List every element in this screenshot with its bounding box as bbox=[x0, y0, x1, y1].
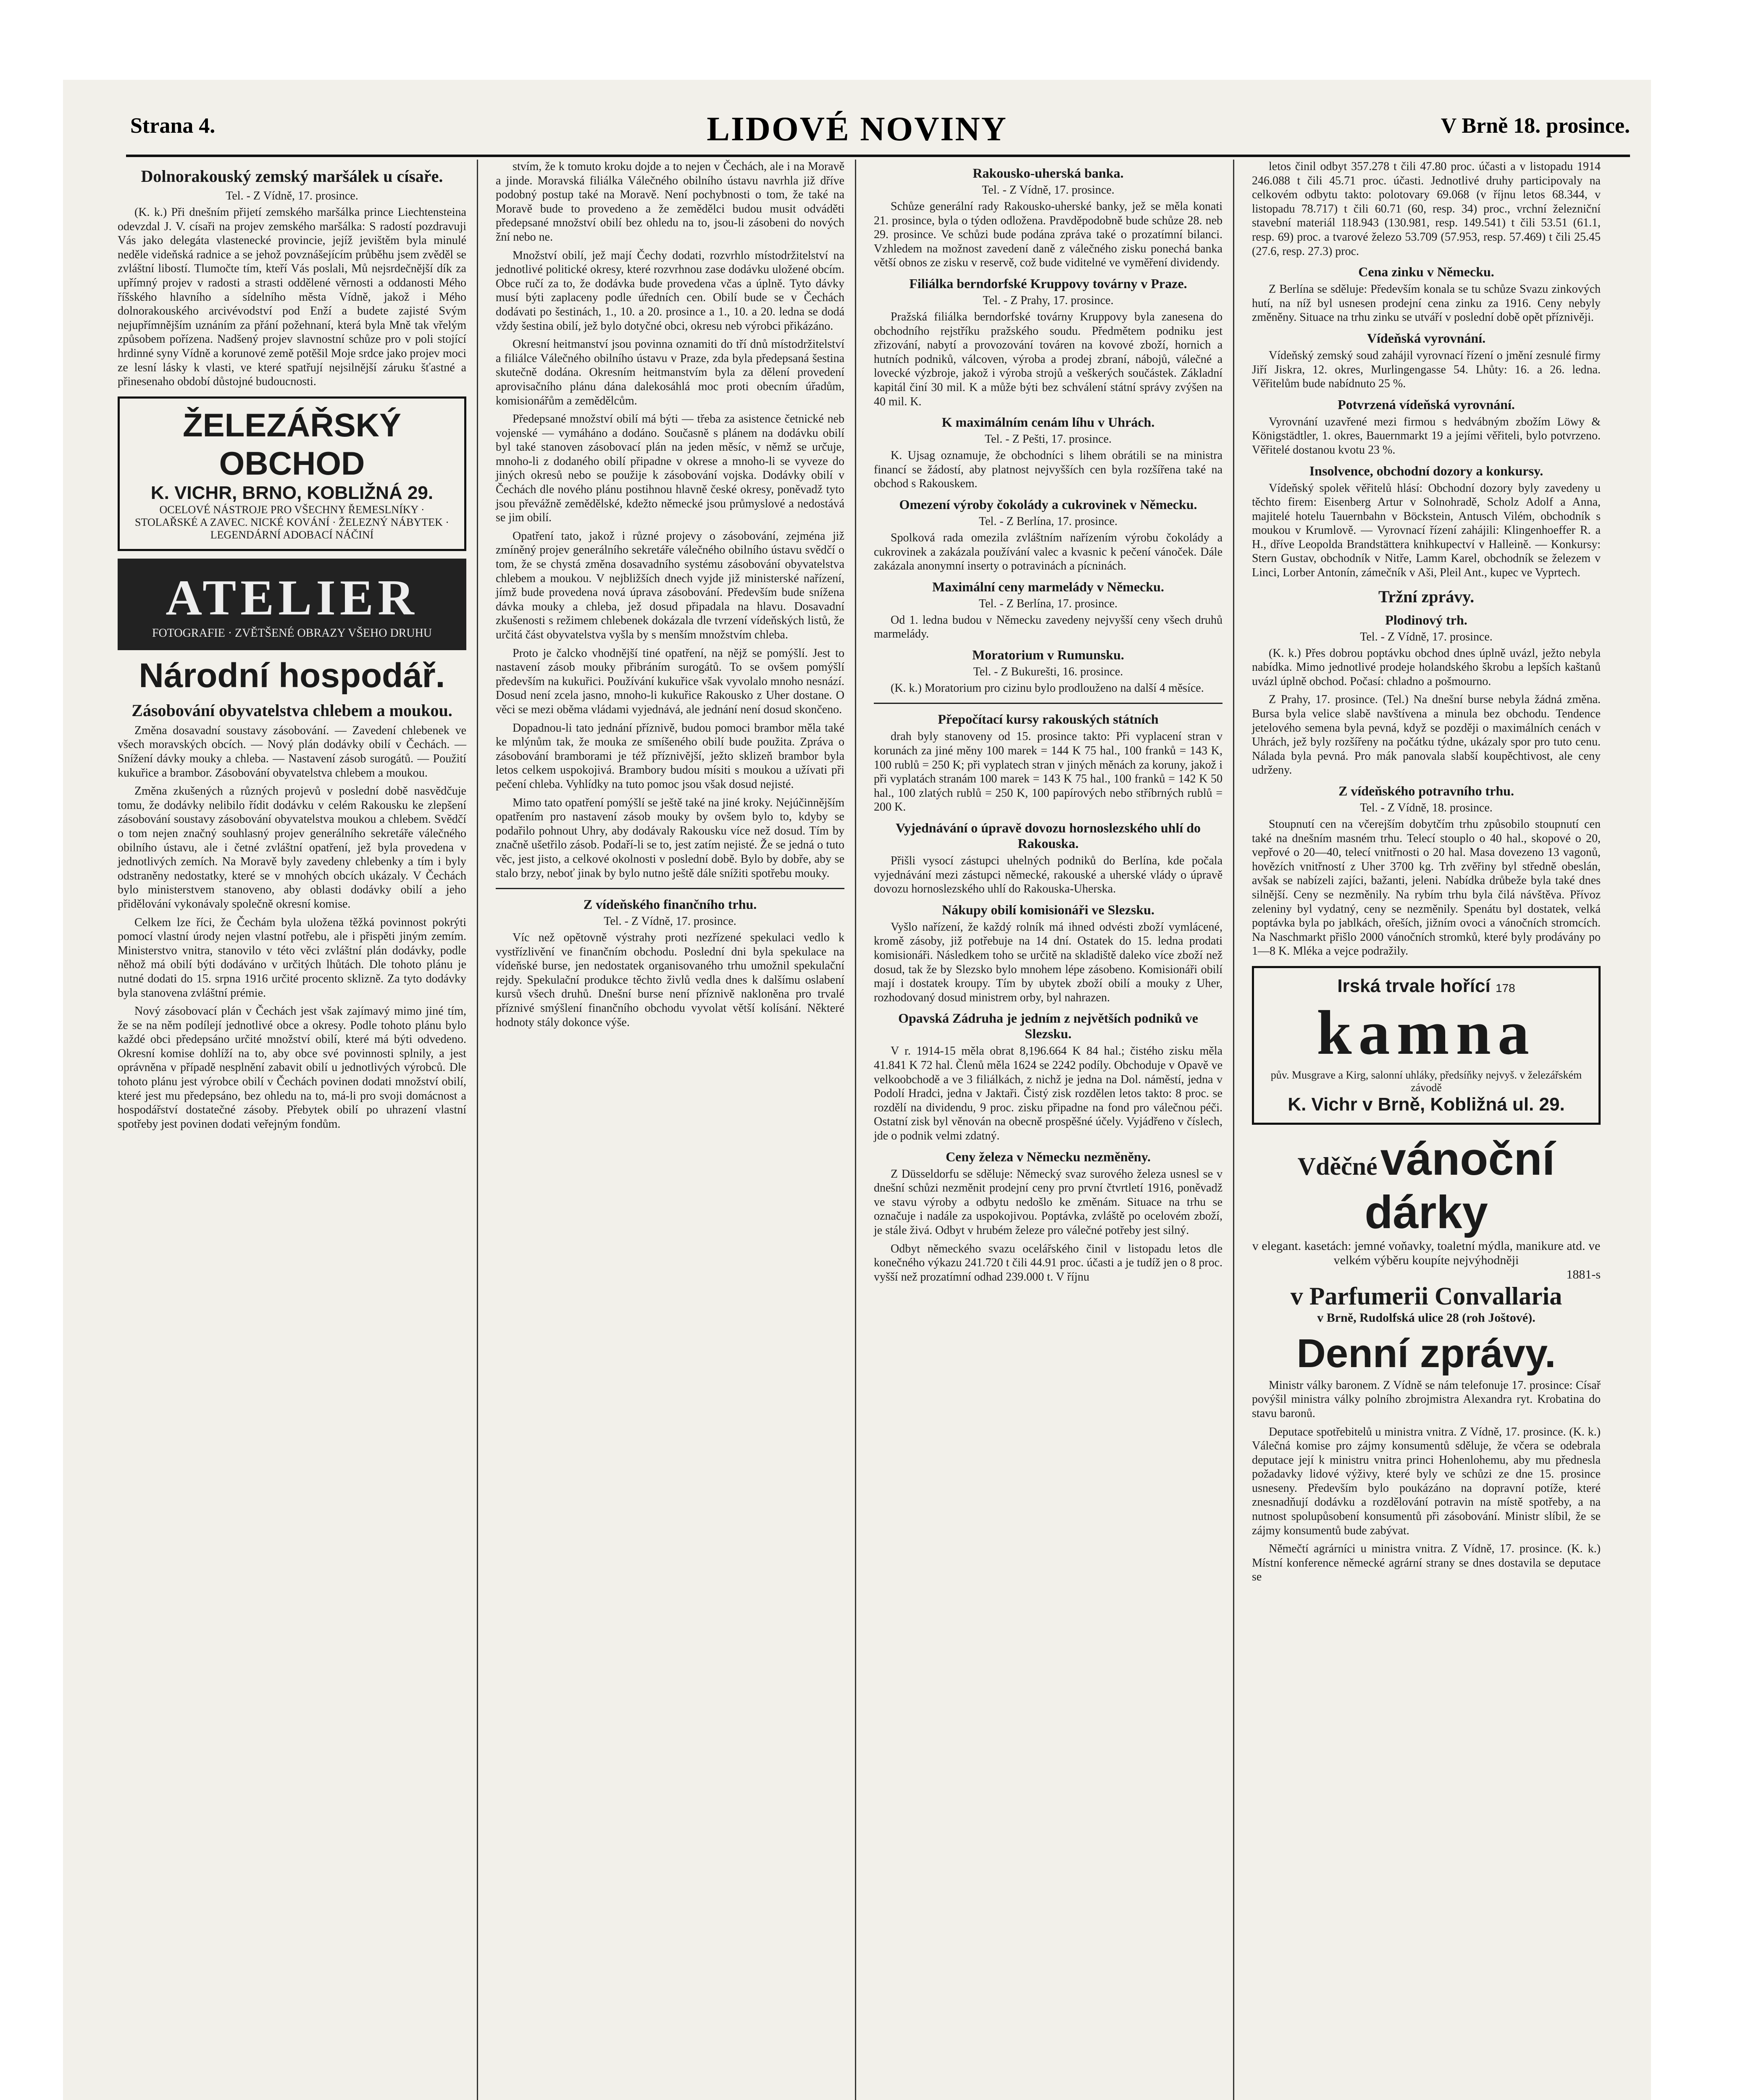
article-text: Předepsané množství obilí má býti — třeba za asistence četnické neb vojenské — vymáháno a dodáno. Současně s plánem na dodávku obilí byl také stanoven zásobovací plán na jeden měsíc, v němž se určuje, mnoho-li z dodaného obilí připadne v okrese a mnoho-li se vyveze do jiných okresů nebo se použije k zásobování vojska. Dodávky obilí v Čechách dle nového plánu postihnou hlavně české okresy, poněvadž tyto jsou převážně zemědělské, kdežto německé jsou průmyslové a nedostává se jim obilí. bbox=[496, 412, 844, 525]
ad-title bbox=[1262, 976, 1591, 997]
article-dateline: Tel. - Z Vídně, 17. prosince. bbox=[604, 915, 736, 928]
dateline: V Brně 18. prosince. bbox=[1441, 114, 1630, 138]
perfumery-advert bbox=[1252, 1132, 1601, 1325]
article-text: Nový zásobovací plán v Čechách jest však zajímavý mimo jiné tím, že se na něm podílejí jednotlivé obce a okresy. Podle tohoto plánu bylo každé obci předepsáno určité množství obilí, které má býti odvedeno. Okresní komise dohlíží na to, aby obce své povinnosti splnily, a jest oprávněna v případě nesplnění zabavit obilí u jednotlivých výrobců. Dle tohoto plánu jest výrobce obilí v Čechách povinen dodati množství obilí, které jest mu předepsáno, bez ohledu na to, má-li pro svoji domácnost a hospodářství dostatečné zásoby. Přebytek obilí po uhrazení vlastní spotřeby jest povinen dodati veřejným fondům. bbox=[118, 1005, 466, 1131]
ironmonger-advert bbox=[118, 396, 466, 551]
photo-studio-advert bbox=[118, 559, 466, 650]
ad-address: K. Vichr v Brně, Kobližná ul. 29. bbox=[1288, 1094, 1565, 1115]
headline-spirits: K maximálním cenám líhu v Uhrách. bbox=[941, 415, 1155, 430]
article-dateline: Tel. - Z Vídně, 17. prosince. bbox=[982, 184, 1115, 197]
headline-marshal: Dolnorakouský zemský maršálek u císaře. bbox=[141, 167, 443, 186]
column-divider bbox=[1233, 160, 1234, 2100]
section-heading-news: Denní zprávy. bbox=[1296, 1331, 1556, 1376]
column-3 bbox=[874, 160, 1223, 1288]
article-dateline: Tel. - Z Berlína, 17. prosince. bbox=[978, 597, 1118, 610]
article-separator bbox=[496, 888, 844, 889]
article-text: (K. k.) Moratorium pro cizinu bylo prodlouženo na další 4 měsíce. bbox=[891, 681, 1204, 695]
section-heading-economy: Národní hospodář. bbox=[139, 656, 445, 695]
headline-food-market: Z vídeňského potravního trhu. bbox=[1338, 783, 1514, 798]
article-text: K. Ujsag oznamuje, že obchodníci s lihem obrátili se na ministra financí se žádostí, aby platnost nejvyšších cen byla rozšířena také na obchod s Rakouskem. bbox=[874, 449, 1223, 491]
headline-confirmed: Potvrzená vídeňská vyrovnání. bbox=[1338, 396, 1515, 412]
article-dateline: Tel. - Z Vídně, 18. prosince. bbox=[1360, 801, 1493, 814]
article-dateline: Tel. - Z Pešti, 17. prosince. bbox=[984, 433, 1112, 446]
ad-subtitle: K. VICHR, BRNO, KOBLIŽNÁ 29. bbox=[150, 482, 434, 503]
headline-zinc: Cena zinku v Německu. bbox=[1358, 264, 1494, 280]
ad-code: 178 bbox=[1495, 981, 1515, 995]
header-rule bbox=[126, 155, 1630, 157]
article-text: (K. k.) Přes dobrou poptávku obchod dnes úplně uvázl, ježto nebyla nabídka. Mimo jednotlivé prodeje holandského škrobu a lepších kaštanů uvázl úplně obchod. Počasí: chladno a pošmourno. bbox=[1252, 646, 1601, 688]
article-separator bbox=[874, 703, 1223, 704]
article-text: Vídeňský zemský soud zahájil vyrovnací řízení o jmění zesnulé firmy Jiří Jiskra, 12. okres, Murlingengasse 54. Lhůty: 16. a 26. ledna. Věřitelům bude nabídnuto 25 %. bbox=[1252, 349, 1601, 391]
article-text: Opatření tato, jakož i různé projevy o zásobování, zejména již zmíněný projev generálního sekretáře válečného obilního ústavu svědčí o tom, že se chystá změna dosavadního systému zásobování obyvatelstva chlebem a moukou. V nejbližších dnech vyjde již ministerské nařízení, jímž bude provedena nová úprava zásobování. Především bude snížena dávka mouky a chleba, jež dosud připadala na hlavu. Dosavadní zkušenosti s režimem chlebenek dokázala dle tvrzení vídeňských listů, že určitá část obyvatelstva vyšla by s menším množstvím chleba. bbox=[496, 529, 844, 641]
ad-title-text: Irská trvale hořící bbox=[1337, 975, 1491, 996]
ad-text: FOTOGRAFIE · ZVĚTŠENÉ OBRAZY VŠEHO DRUHU bbox=[152, 626, 432, 640]
article-text: (K. k.) Při dnešním přijetí zemského maršálka prince Liechtensteina odevzdal J. V. císaři na projev zemského maršálka: S radostí pozdravuji Vás jako delegáta vlastenecké provincie, jejíž jevištěm byla minulé neděle videňská radnice a se jehož povznášejícím průběhu jsem zvěděl se zvláštní libostí. Tlumočte tím, kteří Vás poslali, Mů nejsrdečnější dík za upřímný projev v radosti a strasti oddělené věrnosti a oddanosti Mého říšského hlavního a sídelního města Vídně, jakož i Mého dolnorakouského arcivévodství pod Enží a budete zajisté Svým nejupřímnějším uznáním za přání požehnaní, která byla Mně tak vřelým způsobem pořízena. Nadšený projev slavnostní schůze pro v poli stojící hrdinné syny Vídně a korunové země potěšil Moje srdce jako projev moci ze lesní lásky k vlasti, ve které spatřují nejsilnější záruku šťastné a přinesenaho období důstojné budoucnosti. bbox=[118, 206, 466, 388]
article-text: Množství obilí, jež mají Čechy dodati, rozvrhlo místodržitelství na jednotlivé politické okresy, které rozvrhnou zase dodávku uložené obcím. Obce ručí za to, že dodávka bude provedena včas a úplně. Tyto dávky musí býti zaplaceny podle úředních cen. Obilí bude se v Čechách dodávati po šestinách, 1., 10. a 20. prosince a 1., 10. a 20. ledna se dodá vždy šestina obilí, jež bylo dotyčné obci, okresu neb výrobci přikázáno. bbox=[496, 249, 844, 333]
article-summary: Změna dosavadní soustavy zásobování. — Zavedení chlebenek ve všech moravských obcích. — Nový plán dodávky obilí v Čechách. — Snížení dávky mouky a chleba. — Nastavení zásob surogátů. — Použití kukuřice a brambor. Zásobování obyvatelstva chlebem a moukou. bbox=[118, 724, 466, 780]
headline-rates: Přepočítací kursy rakouských státních bbox=[938, 711, 1159, 727]
article-text: Stoupnutí cen na včerejším dobytčím trhu způsobilo stoupnutí cen také na dnešním masném trhu. Telecí stouplo o 40 hal., skopové o 20, vepřové o 20—40, telecí vnitřnosti o 20 hal. Masa dovezeno 13 vagonů, hovězích vnitřností z Uher 3700 kg. Trh zvěřiny byl středně obeslán, avšak se nabízeli zajíci, bažanti, jeleni. Nabídka drůbeže byla také dnes silnější. Ceny se nezměnily. Na rybím trhu byla čilá návštěva. Přívoz zeleniny byl vydatný, ceny se nezměnily. Spenátu byl dostatek, velká poptávka byla po jablkách, ořeších, jižním ovoci a vánočních stromcích. Na Naschmarkt přišlo 2000 vánočních stromků, které byly prodávány po 1—8 K. Mléka a vejce podražily. bbox=[1252, 818, 1601, 958]
article-text: Okresní heitmanství jsou povinna oznamiti do tří dnů místodržitelství a filiálce Válečného obilního ústavu v Praze, zda byla předepsaná šestina skutečně dodána. Okresním heitmanstvím byla za dělení provedení aprovisačního plánu dána dalekosáhlá moc proti obecním úřadům, komisionářům a zemědělcům. bbox=[496, 338, 844, 407]
article-text: Mimo tato opatření pomýšlí se ještě také na jiné kroky. Nejúčinnějším opatřením pro nastavení zásob mouky by ovšem bylo to, kdyby se podařilo pohnout Uhry, aby dodávaly Rakousku více než dosud. Tím by značně ušetřilo zásob. Podaří-li se to, jest zatím nejisté. Že se jedná o tuto věc, jest jisto, a celkové okolnosti v poslední době. Bylo by dobře, aby se stalo brzy, neboť jinak by bylo nutno ještě dále snížiti spotřebu mouky. bbox=[496, 796, 844, 880]
article-dateline: Tel. - Z Vídně, 17. prosince. bbox=[1360, 630, 1493, 643]
section-heading-market: Tržní zprávy. bbox=[1378, 587, 1475, 606]
ad-text: pův. Musgrave a Kirg, salonní uhláky, předsíňky nejvyš. v železářském závodě bbox=[1270, 1068, 1582, 1094]
article-text: Ministr války baronem. Z Vídně se nám telefonuje 17. prosince: Císař povýšil ministra války polního zbrojmistra Alexandra ryt. Krobatina do stavu baronů. bbox=[1252, 1378, 1601, 1420]
ad-headline-1: Vděčné bbox=[1297, 1152, 1378, 1180]
article-text: Z Düsseldorfu se sděluje: Německý svaz surového železa usnesl se v dnešní schůzi nezměnit prodejní ceny pro první čtvrtletí 1916, poněvadž ve stavu výroby a odbytu nedošlo ke změnám. Situace na trhu se označuje i nadále za uspokojivou. Poptávka, zvláště po ocelovém zboží, je stále živá. Odbyt v hrubém železe pro válečné potřeby jest silný. bbox=[874, 1167, 1223, 1237]
headline-finance: Z vídeňského finančního trhu. bbox=[583, 897, 757, 912]
headline-zadruha: Opavská Zádruha je jedním z největších podniků ve Slezsku. bbox=[898, 1011, 1198, 1042]
headline-coal: Vyjednávání o úpravě dovozu hornoslezského uhlí do Rakouska. bbox=[895, 820, 1201, 851]
headline-settlements: Vídeňská vyrovnání. bbox=[1367, 330, 1486, 346]
article-dateline: Tel. - Z Bukurešti, 16. prosince. bbox=[973, 665, 1123, 678]
article-dateline: Tel. - Z Vídně, 17. prosince. bbox=[226, 189, 358, 202]
ad-address: v Brně, Rudolfská ulice 28 (roh Joštové). bbox=[1317, 1310, 1535, 1325]
article-dateline: Tel. - Z Berlína, 17. prosince. bbox=[978, 514, 1118, 528]
headline-bread: Zásobování obyvatelstva chlebem a moukou. bbox=[131, 701, 452, 720]
article-text: Přišli vysocí zástupci uhelných podniků do Berlína, kde počala vyjednávání mezi zástupci německé, rakouské a uherské vlády o úpravě dovozu hornoslezského uhlí do Rakouska-Uherska. bbox=[874, 854, 1223, 896]
article-text: Vyrovnání uzavřené mezi firmou s hedvábným zbožím Löwy & Königstädtler, 1. okres, Bauernmarkt 19 a jejími věřiteli, bylo potvrzeno. Věřitelé dostanou kvotu 23 %. bbox=[1252, 415, 1601, 457]
column-divider bbox=[855, 160, 856, 2100]
article-text: letos činil odbyt 357.278 t čili 47.80 proc. účasti a v listopadu 1914 246.088 t čili 45.71 proc. účasti. Jednotlivé druhy participovaly na celkovém odbytu takto: polotovary 69.068 (v říjnu letos 68.344, v listopadu 78.717) t čili 60.71 (60, resp. 34) proc., vrchní železniční stavební materiál 118.943 (130.981, resp. 149.541) t čili 53.51 (61.1, resp. 69) proc. a tvarové železo 53.709 (57.953, resp. 57.469) t čili 25.45 (27.6, resp. 27.3) proc. bbox=[1252, 160, 1601, 258]
article-text: Deputace spotřebitelů u ministra vnitra. Z Vídně, 17. prosince. (K. k.) Válečná komise pro zájmy konsumentů sděluje, že včera se odebrala deputace její k ministru vnitra princi Hohenlohemu, aby mu přednesla požadavky lidové výživy, které byly ve schůzi ze dne 15. prosince usneseny. Především bylo poukázáno na dopravní potíže, které znesnadňují dodávku a rozdělování potravin na místě spotřeby, a na nutnost spolupůsobení konsumentů při zásobování. Ministr slíbil, že se zájmy konsumentů bude zabývat. bbox=[1252, 1425, 1601, 1537]
headline-marmalade: Maximální ceny marmelády v Německu. bbox=[932, 579, 1164, 594]
headline-bank: Rakousko-uherská banka. bbox=[973, 165, 1124, 181]
ad-code: 1881-s bbox=[1566, 1267, 1601, 1281]
article-text: Spolková rada omezila zvláštním nařízením výrobu čokolády a cukrovinek a zakázala používání valec a kvasnic k pečení vánoček. Dále zakázala anonymní inserty o potravinách a pícninách. bbox=[874, 531, 1223, 573]
column-divider bbox=[477, 160, 478, 2100]
ad-text: OCELOVÉ NÁSTROJE PRO VŠECHNY ŘEMESLNÍKY · STOLAŘSKÉ A ZAVEC. NICKÉ KOVÁNÍ · ŽELEZNÝ NÁBYTEK · LEGENDÁRNÍ ADOBACÍ NÁČINÍ bbox=[135, 503, 449, 541]
ad-shop-name: v Parfumerii Convallaria bbox=[1290, 1282, 1562, 1310]
article-text: Němečtí agrárníci u ministra vnitra. Z Vídně, 17. prosince. (K. k.) Místní konference německé agrární strany se dnes dostavila se deputace se bbox=[1252, 1542, 1601, 1584]
masthead: LIDOVÉ NOVINY bbox=[707, 110, 1007, 148]
article-text: Odbyt německého svazu ocelářského činil v listopadu letos dle konečného výkazu 241.720 t čili 44.91 proc. účasti a je tudíž jen o 8 proc. vyšší než prozatímní odhad 239.000 t. V říjnu bbox=[874, 1242, 1223, 1284]
headline-krupp: Filiálka berndorfské Kruppovy továrny v Praze. bbox=[909, 276, 1187, 291]
column-2 bbox=[496, 160, 844, 1034]
article-text: Celkem lze říci, že Čechám byla uložena těžká povinnost pokrýti pomocí vlastní úrody nejen vlastní potřebu, ale i přispěti jiným zemím. Ministerstvo vnitra, stanovilo v této věci zvláštní plán dodávky, podle něhož má obilí býti dodáváno v určitých lhůtách. Dle tohoto plánu je nutné dodati do 15. srpna 1916 určité procento sklizně. Za tyto dodávky byla stanovena zvláštní prémie. bbox=[118, 916, 466, 1000]
ad-title: ATELIER bbox=[166, 569, 418, 625]
stove-advert bbox=[1252, 966, 1601, 1125]
article-dateline: Tel. - Z Prahy, 17. prosince. bbox=[983, 294, 1114, 307]
article-text: Vídeňský spolek věřitelů hlásí: Obchodní dozory byly zavedeny u těchto firem: Eisenberg Artur v Solnohradě, Scholz Adolf a Anna, majitelé hotelu Tauernbahn v Böckstein, Antusch Vilém, obchodník s moukou v Krumlově. — Vyrovnací řízení zahájili: Klingenhoeffer R. a H., dříve Leopolda Brandstättera knihkupectví v Halleině. — Konkursy: Stern Gustav, obchodník v Nitře, Lamm Karel, obchodník se železem v Linci, Lorber Antonín, zámečník v Aši, Pleil Ant., kupec ve Vyprtech. bbox=[1252, 481, 1601, 580]
article-text: Víc než opětovně výstrahy proti nezřízené spekulaci vedlo k vystřízlivění ve finančním obchodu. Poslední dni byla spekulace na vídeňské burse, jen nedostatek organisovaného trhu umožnil spekulační rejdy. Spekulační produkce těchto živlů vedla dnes k dalšímu oslabení kursů všech druhů. Dnešní burse není příznivě nakloněna pro trvalé příznivé smýšlení finančního obchodu vyvolat větší kolísání. Některé hodnoty stály dokonce výše. bbox=[496, 931, 844, 1029]
ad-product-name: kamna bbox=[1317, 998, 1536, 1068]
headline-moratorium: Moratorium v Rumunsku. bbox=[972, 647, 1124, 662]
headline-insolvency: Insolvence, obchodní dozory a konkursy. bbox=[1309, 463, 1543, 478]
article-text: Od 1. ledna budou v Německu zavedeny nejvyšší ceny všech druhů marmelády. bbox=[874, 613, 1223, 641]
article-text: Pražská filiálka berndorfské továrny Kruppovy byla zanesena do obchodního rejstříku pražského soudu. Předmětem podniku jest zřizování, nabytí a provozování továren na kovové zboží, hornich a hutních podniků, válcoven, výroba a prodej zbraní, nábojů, válečné a lovecké výzbroje, jakož i výroba strojů a veškerých součástek. Základní kapitál činí 30 mil. K a může býti bez schválení státní správy zvýšen na 40 mil. K. bbox=[874, 310, 1223, 408]
article-text: Z Prahy, 17. prosince. (Tel.) Na dnešní burse nebyla žádná změna. Bursa byla velice slabě navštívena a minula bez obchodu. Tendence jetelového semena byla pevná, když se později o maximálních cenách v Uhrách, jež byly rozšířeny na počátku týdne, ukázaly spor pro tuto cenu. Nálada byla pevná. Pro mák panovala slabší koupěchtivost, ale ceny udrženy. bbox=[1252, 693, 1601, 777]
running-header bbox=[63, 109, 1651, 155]
article-text: Schůze generální rady Rakousko-uherské banky, jež se měla konati 21. prosince, byla o týden odložena. Pravděpodobně bude schůze 28. neb 29. prosince. Ve schůzi bude podána zpráva také o prozatímní bilanci. Vzhledem na možnost zavedení daně z válečného zisku ponechá banka větší obnos ze zisku v reservě, což bude viditelné ve vyměření dividendy. bbox=[874, 200, 1223, 270]
article-text: drah byly stanoveny od 15. prosince takto: Při vyplacení stran v korunách za jiné měny 100 marek = 144 K 75 hal., 100 franků = 143 K, 100 rublů = 250 K; při vyplatech stran v jiných měnách za koruny, jakož i při vyplatách stranám 100 marek = 143 K 75 hal., 100 franků = 142 K 50 hal., 100 zlatých rublů = 250 K, 100 papírových nebo stříbrných rublů = 200 K. bbox=[874, 730, 1223, 814]
ad-headline-2: vánoční dárky bbox=[1365, 1133, 1555, 1238]
ad-headline bbox=[1252, 1132, 1601, 1239]
headline-chocolate: Omezení výroby čokolády a cukrovinek v Německu. bbox=[899, 496, 1197, 512]
ad-text: v elegant. kasetách: jemné voňavky, toaletní mýdla, manikure atd. ve velkém výběru koupíte nejvýhodněji bbox=[1252, 1239, 1601, 1267]
headline-produce: Plodinový trh. bbox=[1385, 612, 1467, 627]
article-text: Dopadnou-li tato jednání příznivě, budou pomoci brambor měla také ke mlýnům tak, že mouka ze smíšeného obilí bude použita. Zpráva o zásobování bramborami je též příznivější, ježto sklizeň brambor byla letos celkem uspokojivá. Brambory budou mísiti s moukou a užívati při pečení chleba. Vyhlídky na tuto pomoc jsou však dosud nejisté. bbox=[496, 721, 844, 791]
ad-title: ŽELEZÁŘSKÝ OBCHOD bbox=[182, 406, 402, 482]
headline-iron: Ceny železa v Německu nezměněny. bbox=[946, 1149, 1151, 1164]
column-4 bbox=[1252, 160, 1601, 1588]
article-text: Vyšlo nařízení, že každý rolník má ihned odvésti zboží vymlácené, kromě zásoby, již potřebuje na 14 dní. Ostatek do 15. ledna prodati komisionáři. Následkem toho se určitě na skladiště dalekо více zboží než dosud, tak že by Slezsko bylo mnohem lépe zásobeno. Komisionáři obilí mají i dostatek kroupy. Tím by ubytek zboží obilí a mouky z Uher, rozhodovaný dosud ministrem orby, byl nahrazen. bbox=[874, 920, 1223, 1004]
column-1 bbox=[118, 160, 466, 1135]
page-number: Strana 4. bbox=[130, 114, 216, 138]
headline-grain: Nákupy obilí komisionáři ve Slezsku. bbox=[942, 902, 1154, 917]
article-text: Změna zkušených a různých projevů v poslední době nasvědčuje tomu, že dodávky nelibilo řídit dodávku v celém Rakousku ke zlepšení zásobování soustavy zásobování obyvatelstva moukou a chlebem. Svědčí o tom nejen značný souhlasný projev generálního sekretáře válečného obilního ústavu, ale i četné zvláštní opatření, jež byla provedena v jednotlivých zemích. Na Moravě byly zavedeny chlebenky a tím i byly odstraněny nedostatky, které se v mnohých obcích ukázaly. V Čechách bylo ministerstvem stanoveno, aby oblasti dodávky obilí a jeho přidělování vykonávaly společně okresní komise. bbox=[118, 785, 466, 911]
article-text: stvím, že k tomuto kroku dojde a to nejen v Čechách, ale i na Moravě a jinde. Moravská filiálka Válečného obilního ústavu navrhla již dříve podobný postup také na Moravě. Není pochybnosti o tom, že také na Moravě bude to provedeno a že zemědělci budou musit odváděti předepsané množství obilí bez ohledu na to, jsou-li zásobeni do nových žní nebo ne. bbox=[496, 160, 844, 244]
article-text: V r. 1914-15 měla obrat 8,196.664 K 84 hal.; čistého zisku měla 41.841 K 72 hal. Členů měla 1624 se 2242 podíly. Obchoduje v Opavě ve velkoobchodě a ve 3 filiálkách, z nichž je jedna na Dol. náměstí, jedna v Podolí Hradci, jedna v Jaktaři. Čistý zisk rozdělen letos takto: 8 proc. se rozdělí na dividendu, 9 proc. zisku připadne na fond pro válečnou péči. Ostatní zisk byl věnován na obecně prospěšné účely. Vyjádřeno v číslech, jde o podnik velmi zdatný. bbox=[874, 1045, 1223, 1142]
article-text: Proto je čalcko vhodnější tiné opatření, na nějž se pomýšlí. Jest to nastavení zásob mouky přibráním surogátů. To se ovšem pomýšlí především na kukuřici. Používání kukuřice však vyvolalo mnoho nesnází. Dosud není zcela jasno, mnoho-li kukuřice Rakousko z Uher dostane. O věci se mezi oběma vládami vyjednává, ale jednání není dosud skončeno. bbox=[496, 646, 844, 716]
article-text: Z Berlína se sděluje: Především konala se tu schůze Svazu zinkových hutí, na níž byl usnesen prodejní cena zinku za 1916. Ceny nebyly změněny. Situace na trhu zinku se utváří v poslední době opět příznivěji. bbox=[1252, 283, 1601, 324]
